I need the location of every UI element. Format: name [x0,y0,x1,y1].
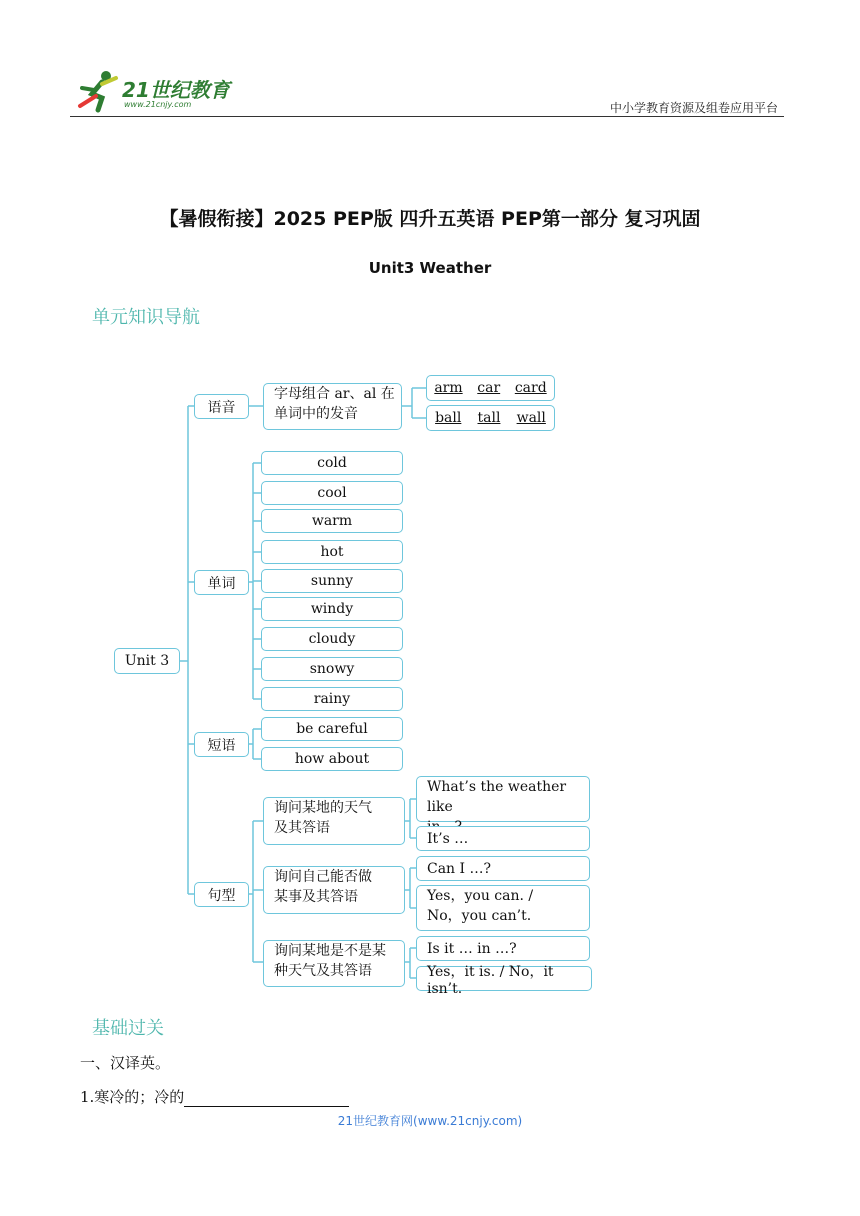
sentence-question: Can I …? [416,856,590,881]
category-words: 单词 [194,570,249,595]
exercise-heading: 一、汉译英。 [80,1054,171,1072]
word-item: cool [261,481,403,505]
sentence-answer: Yes，it is. / No，it isn’t. [416,966,592,991]
section-heading-basics: 基础过关 [92,1018,164,1039]
sentence-desc-line2: 某事及其答语 [274,889,358,905]
sentence-answer-line1: Yes，you can. / [427,888,534,904]
ar-word: arm [434,380,463,396]
category-sentences: 句型 [194,882,249,907]
sentence-answer [416,885,590,931]
sentence-desc [263,866,405,914]
mindmap-root: Unit 3 [114,648,180,674]
word-item: hot [261,540,403,564]
sentence-question [416,776,590,822]
word-item: windy [261,597,403,621]
word-item: snowy [261,657,403,681]
category-pronunciation: 语音 [194,394,249,419]
category-phrases: 短语 [194,732,249,757]
al-word: wall [516,410,546,426]
page-subtitle: Unit3 Weather [368,259,492,277]
logo-url: www.21cnjy.com [124,100,192,109]
pronunciation-desc-line2: 单词中的发音 [274,406,358,422]
word-item: warm [261,509,403,533]
sentence-desc-line2: 种天气及其答语 [274,963,372,979]
phrase-item: be careful [261,717,403,741]
pronunciation-desc [263,383,402,430]
sentence-desc-line1: 询问某地的天气 [274,800,372,816]
exercise-item-prompt: 1.寒冷的；冷的 [80,1088,185,1106]
pronunciation-al-words [426,405,555,431]
header-platform-text: 中小学教育资源及组卷应用平台 [609,101,778,115]
sentence-question-line1: What’s the weather like [427,779,567,815]
sentence-desc [263,940,405,987]
sentence-desc-line1: 询问自己能否做 [274,869,372,885]
phrase-item: how about [261,747,403,771]
al-word: ball [435,410,462,426]
sentence-answer: It’s … [416,826,590,851]
section-heading-nav: 单元知识导航 [92,307,200,328]
sentence-desc [263,797,405,845]
word-item: sunny [261,569,403,593]
sentence-desc-line2: 及其答语 [274,820,330,836]
word-item: cloudy [261,627,403,651]
logo-text: 21世纪教育 [122,78,230,102]
pronunciation-desc-line1: 字母组合 ar、al 在 [274,386,395,402]
word-item: cold [261,451,403,475]
sentence-question: Is it … in …? [416,936,590,961]
ar-word: card [514,380,547,396]
sentence-answer-line2: No，you can’t. [427,908,532,924]
ar-word: car [477,380,501,396]
page-footer: 21世纪教育网(www.21cnjy.com) [337,1114,523,1128]
page-title: 【暑假衔接】2025 PEP版 四升五英语 PEP第一部分 复习巩固 [159,208,701,230]
pronunciation-ar-words [426,375,555,401]
answer-blank[interactable] [184,1090,349,1107]
al-word: tall [477,410,501,426]
word-item: rainy [261,687,403,711]
sentence-desc-line1: 询问某地是不是某 [274,943,386,959]
exercise-item [80,1086,349,1107]
